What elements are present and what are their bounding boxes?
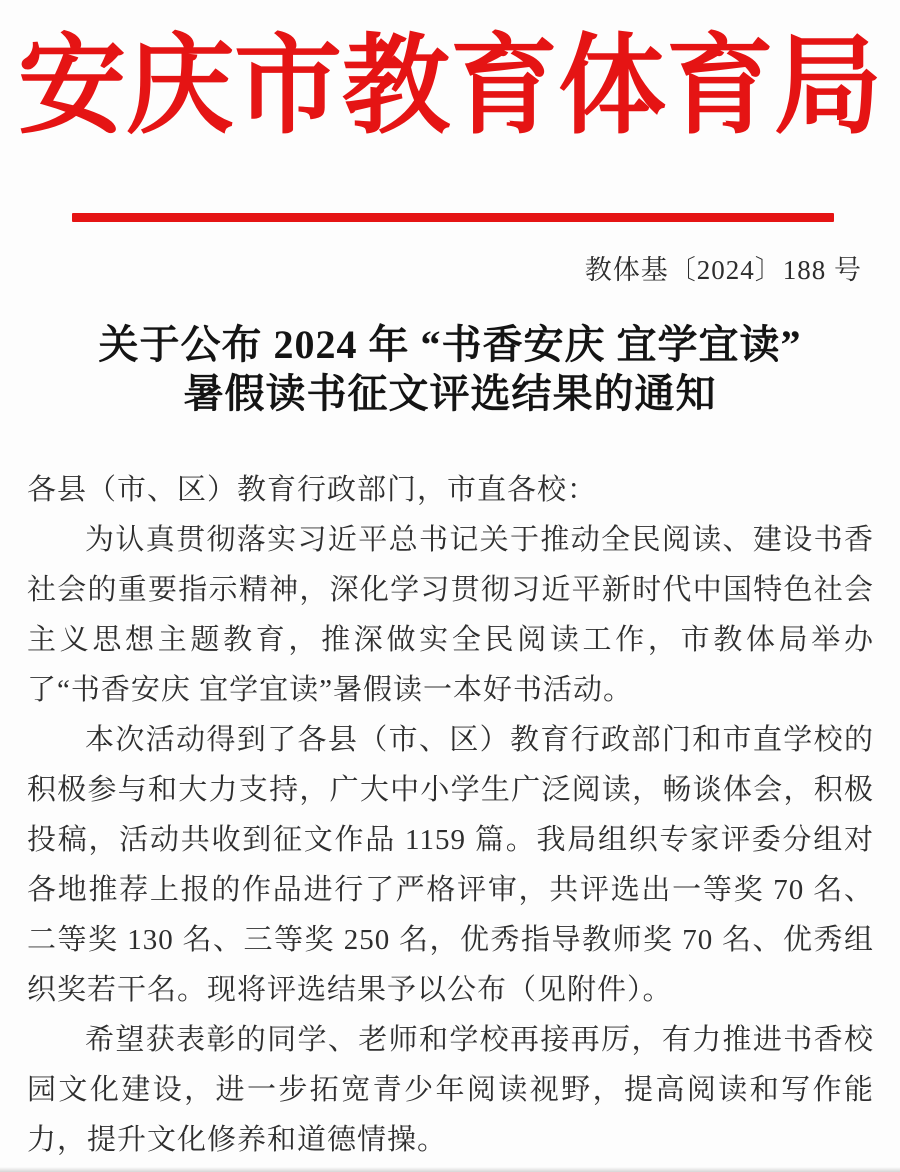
scan-bottom-shadow	[0, 1167, 900, 1172]
letterhead-agency-name: 安庆市教育体育局	[17, 28, 882, 147]
body-paragraph-2: 本次活动得到了各县（市、区）教育行政部门和市直学校的积极参与和大力支持，广大中小学生广泛阅读，畅谈体会，积极投稿，活动共收到征文作品 1159 篇。我局组织专家评委分组对各地推荐上报的作品进行了严格评审，共评选出一等奖 70 名、二等奖 130 名、三等奖 250 名，优秀指导教师奖 70 名、优秀组织奖若干名。现将评选结果予以公布（见附件）。	[27, 724, 874, 1006]
letterhead-divider-line	[72, 213, 834, 222]
document-reference-number: 教体基〔2024〕188 号	[584, 255, 862, 285]
body-paragraph-1: 为认真贯彻落实习近平总书记关于推动全民阅读、建设书香社会的重要指示精神，深化学习贯彻习近平新时代中国特色社会主义思想主题教育，推深做实全民阅读工作，市教体局举办了“书香安庆 宜学宜读”暑假读一本好书活动。	[27, 524, 874, 706]
notice-body	[27, 465, 874, 1165]
body-paragraph-3: 希望获表彰的同学、老师和学校再接再厉，有力推进书香校园文化建设，进一步拓宽青少年阅读视野，提高阅读和写作能力，提升文化修养和道德情操。	[27, 1024, 874, 1156]
notice-title-line2: 暑假读书征文评选结果的通知	[183, 371, 717, 416]
salutation-line: 各县（市、区）教育行政部门，市直各校：	[27, 474, 598, 506]
notice-title-line1: 关于公布 2024 年 “书香安庆 宜学宜读”	[98, 322, 802, 367]
notice-title	[0, 320, 900, 418]
